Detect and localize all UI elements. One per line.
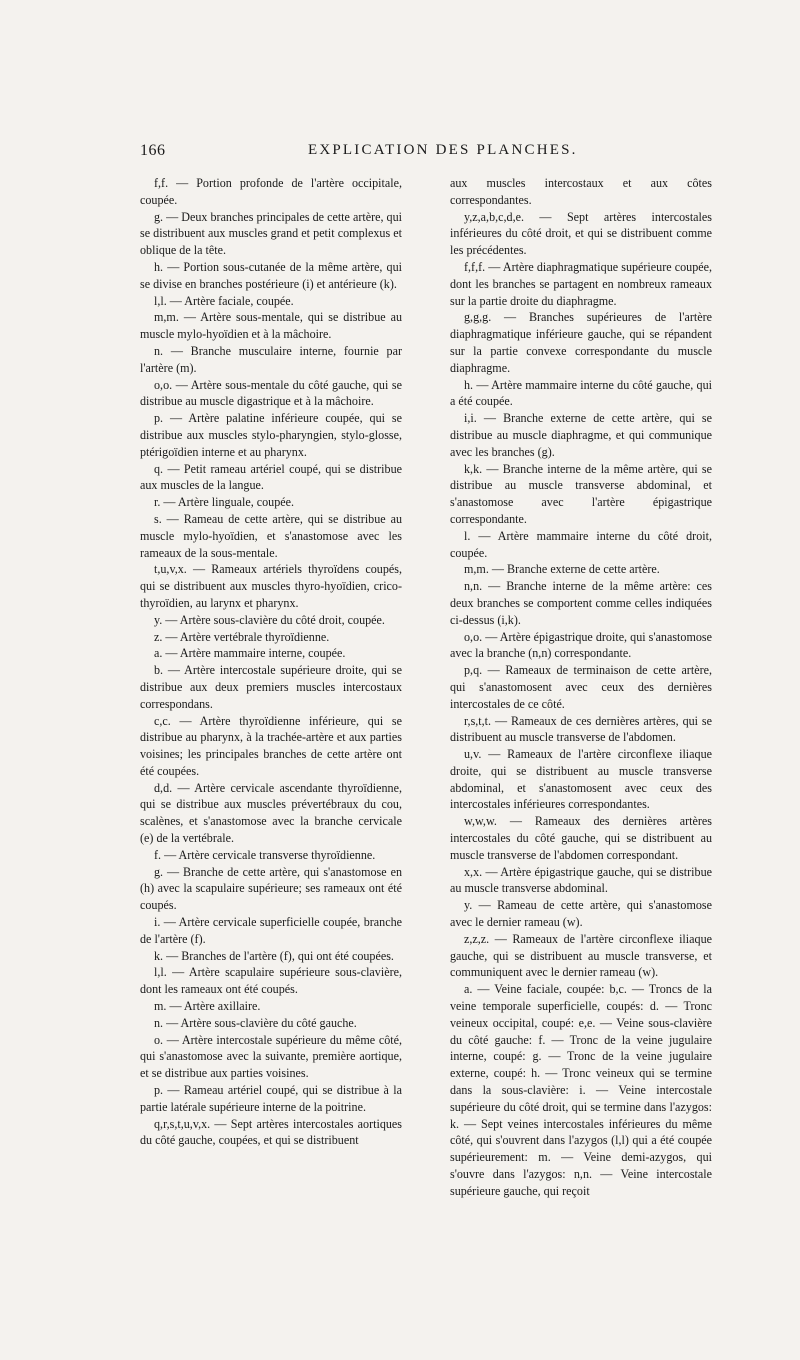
legend-entry: i. — Artère cervicale superficielle coupée, branche de l'artère (f).	[140, 915, 402, 946]
legend-entry: z,z,z. — Rameaux de l'artère circonflexe iliaque gauche, qui se distribuent au muscle transverse, et communiquent avec le dernier rameau (w).	[450, 931, 712, 980]
legend-entry: m,m. — Artère sous-mentale, qui se distribue au muscle mylo-hyoïdien et à la mâchoire.	[140, 310, 402, 342]
legend-entry: l,l. — Artère scapulaire supérieure sous-clavière, dont les rameaux ont été coupés.	[140, 965, 402, 997]
legend-entry: i,i. — Branche externe de cette artère, qui se distribue au muscle diaphragme, et qui communique avec les branches (g).	[450, 411, 712, 459]
legend-entry: n,n. — Branche interne de la même artère: ces deux branches se comportent comme celles indiquées ci-dessus (i,k).	[450, 579, 712, 627]
legend-entry: t,u,v,x. — Rameaux artériels thyroïdens coupés, qui se distribuent aux muscles thyro-hyoïdien, crico-thyroïdien, au larynx et pharynx.	[140, 562, 402, 610]
legend-entry: x,x. — Artère épigastrique gauche, qui se distribue au muscle transverse abdominal.	[450, 864, 712, 896]
legend-entry: f. — Artère cervicale transverse thyroïdienne.	[154, 847, 376, 862]
legend-entry: q. — Petit rameau artériel coupé, qui se distribue aux muscles de la langue.	[140, 461, 402, 493]
running-title: EXPLICATION DES PLANCHES.	[308, 142, 578, 158]
legend-entry: u,v. — Rameaux de l'artère circonflexe iliaque droite, qui se distribuent au muscle transverse abdominal, et s'anastomosent avec ceux des intercostales inférieures correspondantes.	[450, 747, 712, 812]
legend-entry: l. — Artère mammaire interne du côté droit, coupée.	[450, 528, 712, 560]
continued-paragraph: aux muscles intercostaux et aux côtes correspondantes.	[450, 176, 712, 207]
legend-entry: h. — Portion sous-cutanée de la même artère, qui se divise en branches postérieure (i) et antérieure (k).	[140, 259, 402, 291]
left-text-column	[140, 175, 402, 1149]
legend-entry: k,k. — Branche interne de la même artère, qui se distribue au muscle transverse abdominal, et s'anastomose avec l'artère épigastrique correspondante.	[450, 461, 712, 526]
legend-entry: p. — Artère palatine inférieure coupée, qui se distribue aux muscles stylo-pharyngien, stylo-glosse, ptérigoïdien interne et au pharynx.	[140, 411, 402, 459]
legend-entry: r,s,t,t. — Rameaux de ces dernières artères, qui se distribuent au muscle transverse de l'abdomen.	[450, 713, 712, 745]
legend-entry: f,f,f. — Artère diaphragmatique supérieure coupée, dont les branches se partagent en nombreux rameaux sur la partie droite du diaphragme.	[450, 259, 712, 308]
legend-entry: h. — Artère mammaire interne du côté gauche, qui a été coupée.	[450, 377, 712, 409]
legend-entry: n. — Artère sous-clavière du côté gauche.	[154, 1015, 357, 1030]
legend-entry: r. — Artère linguale, coupée.	[154, 495, 295, 510]
legend-entry: a. — Veine faciale, coupée: b,c. — Troncs de la veine temporale superficielle, coupés: d. — Tronc veineux occipital, coupé: e,e. — Veine sous-clavière du côté gauche: f. — Tronc de la veine jugulaire interne, coupé: g. — Tronc de la veine jugulaire externe, coupé: h. — Tronc veineux qui se termine dans la sous-clavière: i. — Veine intercostale supérieure du côté droit, qui se termine dans l'azygos: k. — Sept veines intercostales inférieures du même côté, qui s'ouvrent dans l'azygos (l,l) qui a été coupée supérieurement: m. — Veine demi-azygos, qui s'ouvre dans l'azygos: n,n. — Veine intercostale supérieure gauche, qui reçoit	[450, 982, 712, 1198]
page-header	[140, 142, 715, 166]
legend-entry: n. — Branche musculaire interne, fournie par l'artère (m).	[140, 343, 402, 375]
legend-entry: z. — Artère vertébrale thyroïdienne.	[154, 629, 330, 644]
legend-entry: w,w,w. — Rameaux des dernières artères intercostales du côté gauche, qui se distribuent au muscle transverse de l'abdomen correspondant.	[450, 814, 712, 862]
legend-entry: a. — Artère mammaire interne, coupée.	[154, 646, 346, 661]
legend-entry: k. — Branches de l'artère (f), qui ont été coupées.	[154, 948, 394, 963]
legend-entry: g. — Deux branches principales de cette artère, qui se distribuent aux muscles grand et petit complexus et oblique de la tête.	[140, 209, 402, 258]
legend-entry: f,f. — Portion profonde de l'artère occipitale, coupée.	[140, 176, 402, 207]
legend-entry: b. — Artère intercostale supérieure droite, qui se distribue aux deux premiers muscles intercostaux correspondans.	[140, 663, 402, 711]
legend-entry: y. — Artère sous-clavière du côté droit, coupée.	[154, 612, 385, 627]
legend-entry: p,q. — Rameaux de terminaison de cette artère, qui s'anastomosent avec ceux des dernières intercostales de ce côté.	[450, 663, 712, 711]
legend-entry: m,m. — Branche externe de cette artère.	[464, 562, 660, 577]
legend-entry: s. — Rameau de cette artère, qui se distribue au muscle mylo-hyoïdien, et s'anastomose avec les rameaux de la sous-mentale.	[140, 511, 402, 560]
legend-entry: c,c. — Artère thyroïdienne inférieure, qui se distribue au pharynx, à la trachée-artère et aux parties voisines; les principales branches de cette artère ont été coupées.	[140, 713, 402, 778]
legend-entry: g. — Branche de cette artère, qui s'anastomose en (h) avec la scapulaire supérieure; ses rameaux ont été coupés.	[140, 864, 402, 913]
legend-entry: q,r,s,t,u,v,x. — Sept artères intercostales aortiques du côté gauche, coupées, et qui se distribuent	[140, 1116, 402, 1148]
legend-entry: y,z,a,b,c,d,e. — Sept artères intercostales inférieures du côté droit, et qui se distribuent comme les précédentes.	[450, 209, 712, 258]
legend-entry: l,l. — Artère faciale, coupée.	[154, 293, 294, 308]
legend-entry: g,g,g. — Branches supérieures de l'artère diaphragmatique inférieure gauche, qui se répandent sur la partie convexe correspondante du muscle diaphragme.	[450, 310, 712, 375]
legend-entry: o,o. — Artère épigastrique droite, qui s'anastomose avec la branche (n,n) correspondante.	[450, 629, 712, 661]
legend-entry: m. — Artère axillaire.	[154, 999, 261, 1014]
legend-entry: o,o. — Artère sous-mentale du côté gauche, qui se distribue au muscle digastrique et à la mâchoire.	[140, 377, 402, 409]
legend-entry: y. — Rameau de cette artère, qui s'anastomose avec le dernier rameau (w).	[450, 898, 712, 930]
legend-entry: o. — Artère intercostale supérieure du même côté, qui s'anastomose avec la suivante, première aortique, et se distribue aux parties voisines.	[140, 1032, 402, 1081]
legend-entry: d,d. — Artère cervicale ascendante thyroïdienne, qui se distribue aux muscles prévertébraux du cou, scalènes, et s'anastomose avec la branche cervicale (e) de la vertébrale.	[140, 780, 402, 846]
page-number: 166	[140, 142, 166, 159]
right-text-column	[450, 175, 712, 1200]
legend-entry: p. — Rameau artériel coupé, qui se distribue à la partie latérale supérieure interne de la poitrine.	[140, 1083, 402, 1114]
